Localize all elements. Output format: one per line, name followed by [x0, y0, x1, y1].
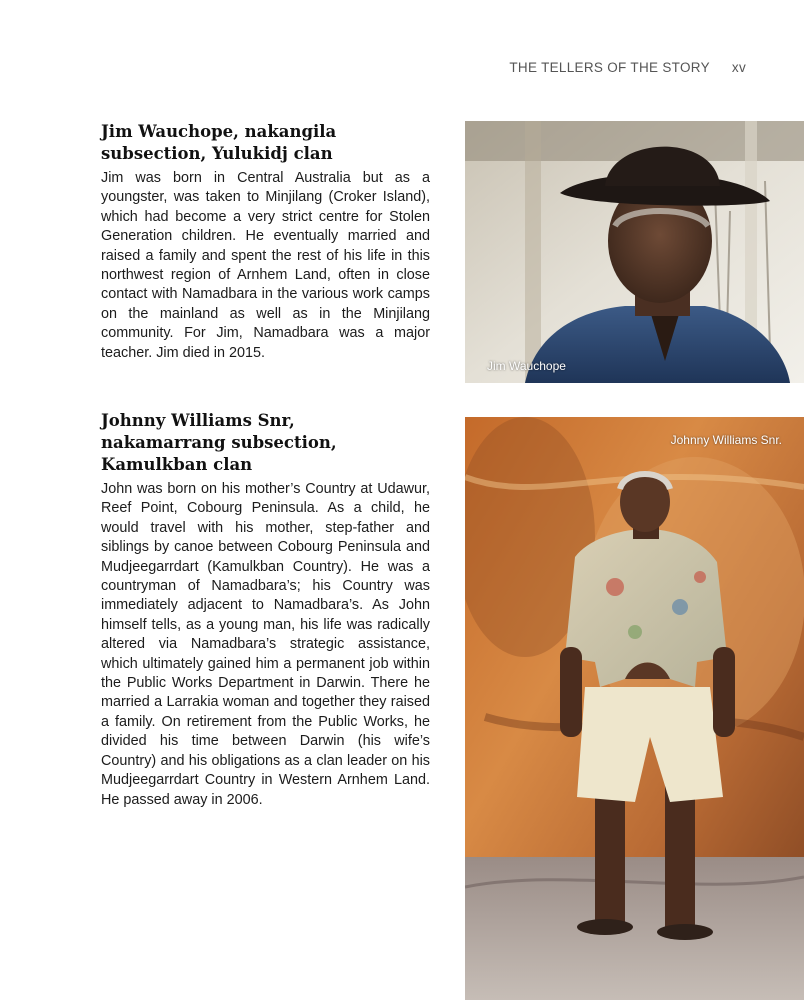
photo-jim-wauchope: [465, 121, 804, 383]
section-heading: [101, 410, 430, 476]
photo-johnny-williams: [465, 417, 804, 1000]
heading-line: Johnny Williams Snr,: [101, 411, 295, 430]
section-body: John was born on his mother’s Country at Udawur, Reef Point, Cobourg Peninsula. As a child, he would travel with his mother, step-father and siblings by canoe between Cobourg Peninsula and Mudjeegarrdart (Kamulkban Country). He was a countryman of Namadbara’s; his Country was immediately adjacent to Namadbara’s. As John himself tells, as a young man, his life was radically altered via Namadbara’s strategic assistance, which ultimately gained him a permanent job within the Public Works Department in Darwin. There he married a Larrakia woman and together they raised a family. On retirement from the Public Works, he divided his time between Darwin (his wife’s Country) and his obligations as a clan leader on his Mudjeegarrdart Country in Western Arnhem Land. He passed away in 2006.: [101, 481, 430, 808]
heading-line: Jim Wauchope, nakangila: [101, 122, 337, 141]
heading-line: nakamarrang subsection,: [101, 433, 337, 452]
portrait-image: [465, 417, 804, 1000]
section-heading: [101, 121, 430, 165]
heading-line: subsection, Yulukidj clan: [101, 144, 333, 163]
section-body: Jim was born in Central Australia but as a youngster, was taken to Minjilang (Croker Island), which had become a very strict centre for Stolen Generation children. He eventually married and raised a family and spent the rest of his life in this northwest region of Arnhem Land, often in close contact with Namadbara in the various work camps on the mainland as well as in the Minjilang community. For Jim, Namadbara was a major teacher. Jim died in 2015.: [101, 170, 430, 361]
section-johnny-williams: [101, 410, 430, 810]
running-head: [509, 60, 746, 75]
heading-line: Kamulkban clan: [101, 455, 253, 474]
section-jim-wauchope: [101, 121, 430, 363]
photo-caption: Jim Wauchope: [487, 359, 566, 373]
portrait-image: [465, 121, 804, 383]
running-title: THE TELLERS OF THE STORY: [509, 60, 710, 75]
page-number: xv: [731, 60, 746, 75]
photo-caption: Johnny Williams Snr.: [670, 433, 782, 447]
